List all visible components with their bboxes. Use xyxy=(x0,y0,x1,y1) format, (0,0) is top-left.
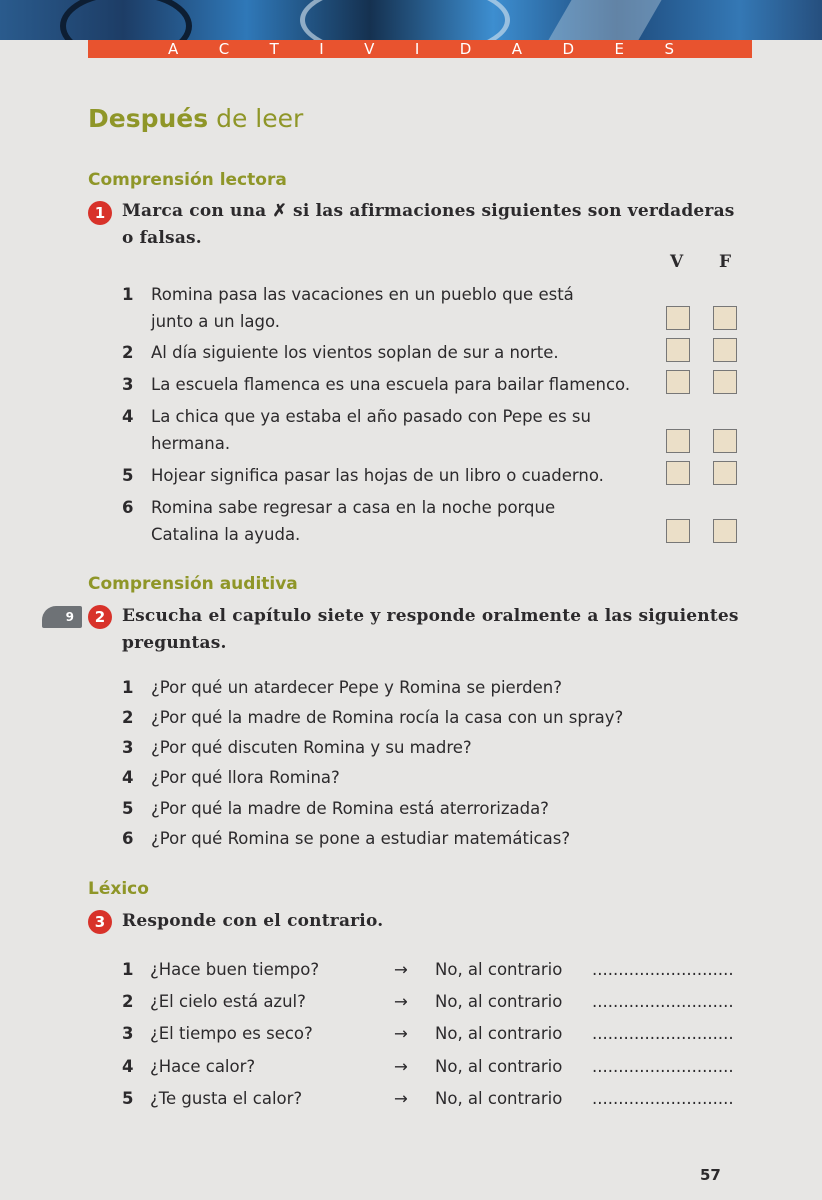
answer-blank[interactable]: ........................... xyxy=(592,1057,734,1076)
section-heading-lexico: Léxico xyxy=(88,879,149,899)
true-checkbox[interactable] xyxy=(666,519,690,543)
bar-letter: D xyxy=(562,40,575,58)
question-item: 1 ¿Por qué un atardecer Pepe y Romina se pierden? xyxy=(122,678,563,697)
false-checkbox[interactable] xyxy=(713,519,737,543)
answer-blank[interactable]: ........................... xyxy=(592,1089,734,1108)
true-checkbox[interactable] xyxy=(666,429,690,453)
true-checkbox[interactable] xyxy=(666,370,690,394)
statement-item: 4 La chica que ya estaba el año pasado con Pepe es su hermana. xyxy=(122,407,591,453)
bar-letter: I xyxy=(414,40,420,58)
bar-letter: A xyxy=(168,40,179,58)
statement-item: 1 Romina pasa las vacaciones en un pueblo que está junto a un lago. xyxy=(122,285,574,331)
section-heading-comprension-auditiva: Comprensión auditiva xyxy=(88,574,298,594)
true-checkbox[interactable] xyxy=(666,461,690,485)
false-checkbox[interactable] xyxy=(713,429,737,453)
statement-item: 3 La escuela flamenca es una escuela para bailar flamenco. xyxy=(122,375,631,394)
bar-letter: C xyxy=(218,40,230,58)
true-checkbox[interactable] xyxy=(666,306,690,330)
header-banner-image xyxy=(0,0,822,40)
page-title: Después de leer xyxy=(88,104,304,133)
bar-letter: S xyxy=(664,40,674,58)
question-item: 5 ¿Por qué la madre de Romina está aterrorizada? xyxy=(122,799,549,818)
bar-letter: V xyxy=(364,40,375,58)
column-header-false: F xyxy=(719,252,732,272)
question-item: 4 ¿Por qué llora Romina? xyxy=(122,768,340,787)
statement-item: 5 Hojear significa pasar las hojas de un libro o cuaderno. xyxy=(122,466,604,485)
exercise-number-badge: 2 xyxy=(88,605,112,629)
bar-letter: T xyxy=(269,40,279,58)
statement-item: 2 Al día siguiente los vientos soplan de sur a norte. xyxy=(122,343,559,362)
question-item: 6 ¿Por qué Romina se pone a estudiar matemáticas? xyxy=(122,829,571,848)
statement-item: 6 Romina sabe regresar a casa en la noche porque Catalina la ayuda. xyxy=(122,498,556,544)
bar-letter: A xyxy=(511,40,523,58)
exercise-instruction: Marca con una ✗ si las afirmaciones siguientes son verdaderas o falsas. xyxy=(122,201,735,248)
bar-letter: I xyxy=(319,40,324,58)
true-checkbox[interactable] xyxy=(666,338,690,362)
bar-letter: E xyxy=(614,40,625,58)
false-checkbox[interactable] xyxy=(713,338,737,362)
exercise-instruction: Responde con el contrario. xyxy=(122,911,384,931)
exercise-number-badge: 3 xyxy=(88,910,112,934)
audio-track-icon[interactable]: 9 xyxy=(42,606,82,628)
false-checkbox[interactable] xyxy=(713,306,737,330)
answer-blank[interactable]: ........................... xyxy=(592,992,734,1011)
exercise-instruction: Escucha el capítulo siete y responde oralmente a las siguientes preguntas. xyxy=(122,606,739,653)
answer-blank[interactable]: ........................... xyxy=(592,1024,734,1043)
exercise-number-badge: 1 xyxy=(88,201,112,225)
question-item: 3 ¿Por qué discuten Romina y su madre? xyxy=(122,738,472,757)
answer-blank[interactable]: ........................... xyxy=(592,960,734,979)
page-number: 57 xyxy=(700,1166,721,1184)
bar-letter: D xyxy=(459,40,472,58)
false-checkbox[interactable] xyxy=(713,370,737,394)
false-checkbox[interactable] xyxy=(713,461,737,485)
column-header-true: V xyxy=(670,252,684,272)
activities-bar xyxy=(88,40,752,58)
section-heading-comprension-lectora: Comprensión lectora xyxy=(88,170,287,190)
question-item: 2 ¿Por qué la madre de Romina rocía la casa con un spray? xyxy=(122,708,624,727)
